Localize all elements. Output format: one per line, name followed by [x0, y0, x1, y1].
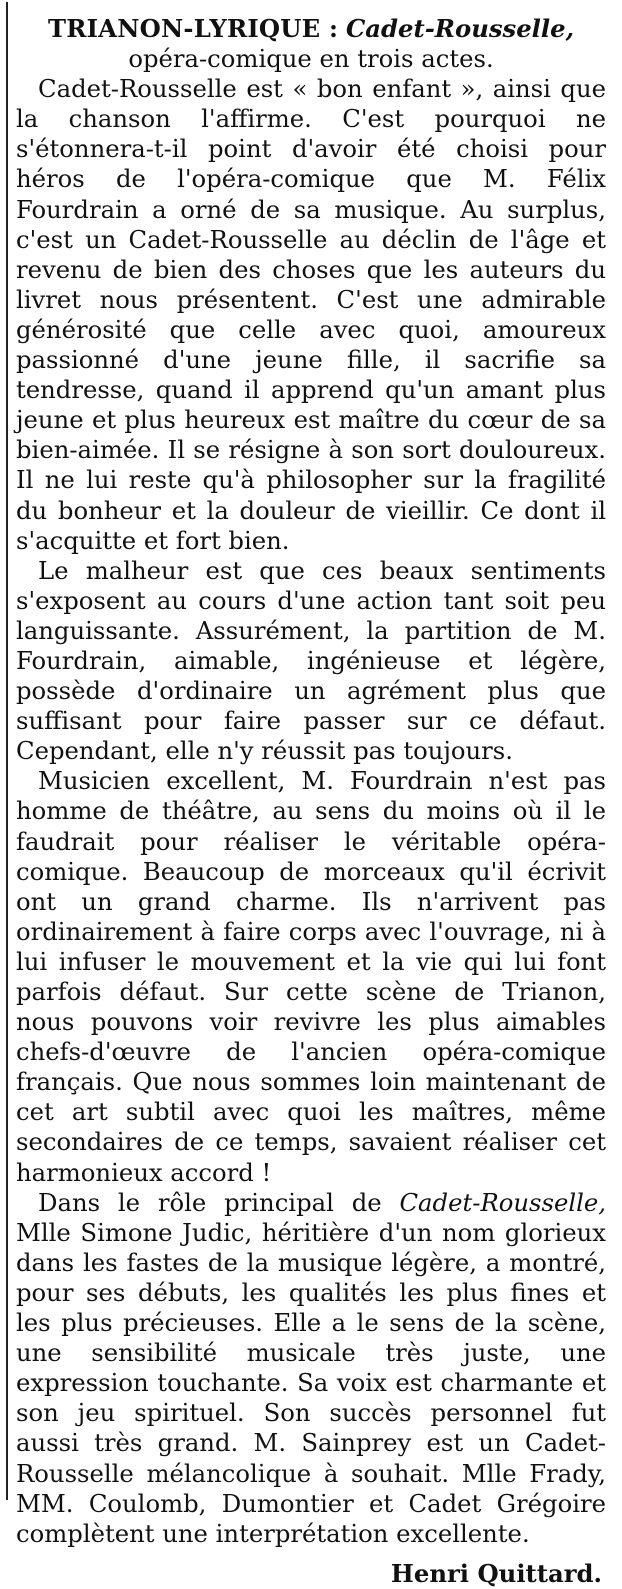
- opera-description: opéra-comique en trois actes.: [128, 44, 494, 74]
- paragraph-4: [16, 1188, 606, 1549]
- article-heading: [16, 14, 606, 74]
- paragraph-4-body: Mlle Simone Judic, héritière d'un nom glorieux dans les fastes de la musique légère, a montré, pour ses débuts, les qualités les plus fines et les plus précieuses. Elle a le sens de la scène, une sensibilité musicale très juste, une expression touchante. Sa voix est charmante et son jeu spirituel. Son succès personnel fut aussi très grand. M. Sainprey est un Cadet-Rousselle mélancolique à souhait. Mlle Frady, MM. Coulomb, Dumontier et Cadet Grégoire complètent une interprétation excellente.: [16, 1217, 606, 1548]
- paragraph-1: Cadet-Rousselle est « bon enfant », ainsi que la chanson l'affirme. C'est pourquoi ne s'étonnera-t-il point d'avoir été choisi pour héros de l'opéra-comique que M. Félix Fourdrain a orné de sa musique. Au surplus, c'est un Cadet-Rousselle au déclin de l'âge et revenu de bien des choses que les auteurs du livret nous présentent. C'est une admirable générosité que celle avec quoi, amoureux passionné d'une jeune fille, il sacrifie sa tendresse, quand il apprend qu'un amant plus jeune et plus heureux est maître du cœur de sa bien-aimée. Il se résigne à son sort douloureux. Il ne lui reste qu'à philosopher sur la fragilité du bonheur et la douleur de vieillir. Ce dont il s'acquitte et fort bien.: [16, 74, 606, 555]
- opera-title: Cadet-Rousselle,: [345, 14, 575, 43]
- paragraph-3: Musicien excellent, M. Fourdrain n'est pas homme de théâtre, au sens du moins où il le faudrait pour réaliser le véritable opéra-comique. Beaucoup de morceaux qu'il écrivit ont un grand charme. Ils n'arrivent pas ordinairement à faire corps avec l'ouvrage, ni à lui infuser le mouvement et la vie qui lui font parfois défaut. Sur cette scène de Trianon, nous pouvons voir revivre les plus aimables chefs-d'œuvre de l'ancien opéra-comique français. Que nous sommes loin maintenant de cet art subtil avec quoi les maîtres, même secondaires de ce temps, savaient réaliser cet harmonieux accord !: [16, 766, 606, 1187]
- role-title: Cadet-Rousselle,: [399, 1187, 606, 1217]
- venue-name: TRIANON-LYRIQUE :: [47, 14, 339, 43]
- author-signature: Henri Quittard.: [390, 1558, 602, 1588]
- paragraph-4-intro: Dans le rôle principal de: [38, 1187, 382, 1217]
- paragraph-2: Le malheur est que ces beaux sentiments s'exposent au cours d'une action tant soit peu languissante. Assurément, la partition de M. Fourdrain, aimable, ingénieuse et légère, possède d'ordinaire un agrément plus que suffisant pour faire passer sur ce défaut. Cependant, elle n'y réussit pas toujours.: [16, 555, 606, 766]
